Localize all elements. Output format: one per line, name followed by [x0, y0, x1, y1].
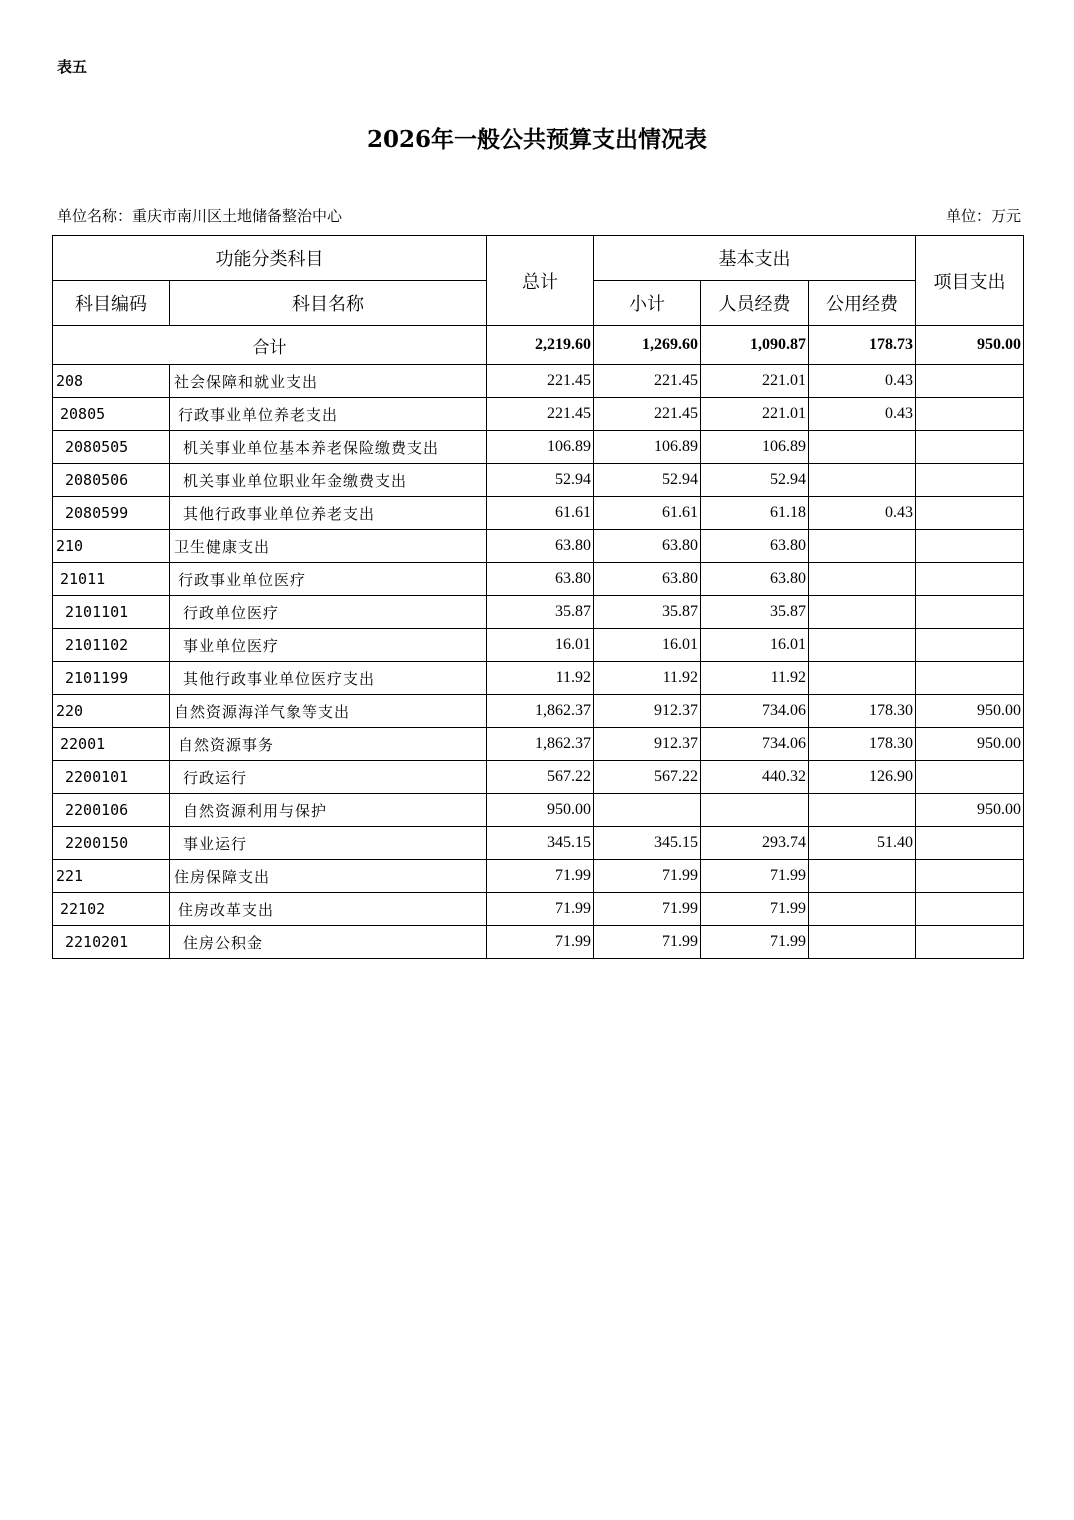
row-code: 2101101 — [53, 596, 170, 629]
row-personnel: 440.32 — [701, 761, 809, 794]
row-public: 51.40 — [809, 827, 916, 860]
summary-row — [53, 326, 1024, 365]
row-public — [809, 530, 916, 563]
header-code: 科目编码 — [53, 281, 170, 326]
row-project — [916, 662, 1024, 695]
row-public — [809, 596, 916, 629]
row-code: 22102 — [53, 893, 170, 926]
row-code: 208 — [53, 365, 170, 398]
row-subtotal: 16.01 — [594, 629, 701, 662]
row-project — [916, 860, 1024, 893]
row-name: 行政事业单位养老支出 — [170, 398, 487, 431]
row-code: 20805 — [53, 398, 170, 431]
row-personnel: 71.99 — [701, 893, 809, 926]
row-subtotal: 61.61 — [594, 497, 701, 530]
row-personnel: 221.01 — [701, 398, 809, 431]
row-name: 住房保障支出 — [170, 860, 487, 893]
header-personnel: 人员经费 — [701, 281, 809, 326]
row-public: 0.43 — [809, 398, 916, 431]
row-public — [809, 662, 916, 695]
row-code: 2200106 — [53, 794, 170, 827]
summary-subtotal: 1,269.60 — [594, 326, 701, 365]
row-subtotal: 52.94 — [594, 464, 701, 497]
row-public — [809, 563, 916, 596]
row-code: 2101102 — [53, 629, 170, 662]
row-name: 事业单位医疗 — [170, 629, 487, 662]
row-personnel: 16.01 — [701, 629, 809, 662]
header-public: 公用经费 — [809, 281, 916, 326]
summary-project: 950.00 — [916, 326, 1024, 365]
row-personnel: 106.89 — [701, 431, 809, 464]
table-row — [53, 695, 1024, 728]
row-subtotal: 221.45 — [594, 365, 701, 398]
row-project — [916, 827, 1024, 860]
row-total: 1,862.37 — [487, 728, 594, 761]
summary-public: 178.73 — [809, 326, 916, 365]
table-row — [53, 596, 1024, 629]
row-total: 71.99 — [487, 860, 594, 893]
row-subtotal: 106.89 — [594, 431, 701, 464]
sheet-label: 表五 — [57, 58, 88, 76]
row-public: 0.43 — [809, 497, 916, 530]
row-total: 221.45 — [487, 398, 594, 431]
row-total: 345.15 — [487, 827, 594, 860]
header-basic: 基本支出 — [594, 236, 916, 281]
summary-total: 2,219.60 — [487, 326, 594, 365]
row-subtotal: 71.99 — [594, 926, 701, 959]
row-subtotal: 63.80 — [594, 563, 701, 596]
table-row — [53, 629, 1024, 662]
row-personnel: 221.01 — [701, 365, 809, 398]
row-personnel: 71.99 — [701, 860, 809, 893]
row-project — [916, 464, 1024, 497]
row-total: 221.45 — [487, 365, 594, 398]
row-name: 行政运行 — [170, 761, 487, 794]
row-code: 221 — [53, 860, 170, 893]
row-name: 社会保障和就业支出 — [170, 365, 487, 398]
table-row — [53, 365, 1024, 398]
header-functional: 功能分类科目 — [53, 236, 487, 281]
header-total: 总计 — [487, 236, 594, 326]
row-subtotal — [594, 794, 701, 827]
row-public — [809, 431, 916, 464]
row-project — [916, 926, 1024, 959]
row-subtotal: 35.87 — [594, 596, 701, 629]
row-code: 2200101 — [53, 761, 170, 794]
row-subtotal: 567.22 — [594, 761, 701, 794]
row-public — [809, 629, 916, 662]
row-personnel — [701, 794, 809, 827]
table-row — [53, 398, 1024, 431]
row-project: 950.00 — [916, 728, 1024, 761]
row-name: 行政单位医疗 — [170, 596, 487, 629]
row-public: 0.43 — [809, 365, 916, 398]
row-name: 其他行政事业单位养老支出 — [170, 497, 487, 530]
row-subtotal: 221.45 — [594, 398, 701, 431]
table-row — [53, 827, 1024, 860]
row-name: 其他行政事业单位医疗支出 — [170, 662, 487, 695]
row-total: 63.80 — [487, 563, 594, 596]
row-subtotal: 71.99 — [594, 893, 701, 926]
header-subtotal: 小计 — [594, 281, 701, 326]
row-subtotal: 11.92 — [594, 662, 701, 695]
row-personnel: 11.92 — [701, 662, 809, 695]
row-project: 950.00 — [916, 695, 1024, 728]
row-total: 71.99 — [487, 893, 594, 926]
row-name: 自然资源事务 — [170, 728, 487, 761]
row-personnel: 734.06 — [701, 695, 809, 728]
summary-personnel: 1,090.87 — [701, 326, 809, 365]
row-project — [916, 398, 1024, 431]
row-total: 35.87 — [487, 596, 594, 629]
row-personnel: 35.87 — [701, 596, 809, 629]
row-project — [916, 365, 1024, 398]
row-personnel: 71.99 — [701, 926, 809, 959]
budget-table — [52, 235, 1024, 959]
row-name: 住房公积金 — [170, 926, 487, 959]
row-total: 11.92 — [487, 662, 594, 695]
row-name: 住房改革支出 — [170, 893, 487, 926]
row-code: 220 — [53, 695, 170, 728]
summary-label: 合计 — [53, 326, 487, 365]
row-total: 950.00 — [487, 794, 594, 827]
row-code: 22001 — [53, 728, 170, 761]
row-code: 2080506 — [53, 464, 170, 497]
row-code: 21011 — [53, 563, 170, 596]
row-project — [916, 530, 1024, 563]
row-project — [916, 431, 1024, 464]
table-row — [53, 926, 1024, 959]
row-code: 2080505 — [53, 431, 170, 464]
row-public — [809, 893, 916, 926]
page-title: 2026年一般公共预算支出情况表 — [366, 126, 707, 153]
row-total: 106.89 — [487, 431, 594, 464]
row-personnel: 734.06 — [701, 728, 809, 761]
table-row — [53, 431, 1024, 464]
row-code: 2080599 — [53, 497, 170, 530]
table-row — [53, 497, 1024, 530]
row-subtotal: 912.37 — [594, 728, 701, 761]
row-public — [809, 860, 916, 893]
table-row — [53, 530, 1024, 563]
header-row-1 — [53, 236, 1024, 281]
row-code: 2200150 — [53, 827, 170, 860]
row-project: 950.00 — [916, 794, 1024, 827]
row-project — [916, 629, 1024, 662]
row-project — [916, 563, 1024, 596]
row-project — [916, 596, 1024, 629]
row-total: 1,862.37 — [487, 695, 594, 728]
row-subtotal: 345.15 — [594, 827, 701, 860]
row-total: 61.61 — [487, 497, 594, 530]
row-personnel: 293.74 — [701, 827, 809, 860]
table-row — [53, 662, 1024, 695]
row-project — [916, 497, 1024, 530]
row-code: 210 — [53, 530, 170, 563]
unit-label: 单位：万元 — [945, 207, 1021, 225]
row-personnel: 63.80 — [701, 563, 809, 596]
row-total: 567.22 — [487, 761, 594, 794]
row-name: 机关事业单位基本养老保险缴费支出 — [170, 431, 487, 464]
table-row — [53, 794, 1024, 827]
row-personnel: 61.18 — [701, 497, 809, 530]
row-public: 178.30 — [809, 728, 916, 761]
row-total: 16.01 — [487, 629, 594, 662]
row-name: 自然资源利用与保护 — [170, 794, 487, 827]
row-public — [809, 794, 916, 827]
row-code: 2101199 — [53, 662, 170, 695]
row-name: 机关事业单位职业年金缴费支出 — [170, 464, 487, 497]
row-name: 行政事业单位医疗 — [170, 563, 487, 596]
unit-name: 单位名称：重庆市南川区土地储备整治中心 — [57, 207, 343, 225]
table-row — [53, 860, 1024, 893]
row-name: 卫生健康支出 — [170, 530, 487, 563]
table-row — [53, 563, 1024, 596]
row-subtotal: 912.37 — [594, 695, 701, 728]
row-personnel: 52.94 — [701, 464, 809, 497]
table-row — [53, 893, 1024, 926]
header-project: 项目支出 — [916, 236, 1024, 326]
row-subtotal: 63.80 — [594, 530, 701, 563]
row-total: 71.99 — [487, 926, 594, 959]
row-public — [809, 926, 916, 959]
row-subtotal: 71.99 — [594, 860, 701, 893]
row-public — [809, 464, 916, 497]
row-public: 178.30 — [809, 695, 916, 728]
row-total: 63.80 — [487, 530, 594, 563]
table-row — [53, 728, 1024, 761]
row-code: 2210201 — [53, 926, 170, 959]
row-total: 52.94 — [487, 464, 594, 497]
row-project — [916, 761, 1024, 794]
table-row — [53, 464, 1024, 497]
row-project — [916, 893, 1024, 926]
row-public: 126.90 — [809, 761, 916, 794]
row-name: 事业运行 — [170, 827, 487, 860]
table-row — [53, 761, 1024, 794]
header-name: 科目名称 — [170, 281, 487, 326]
row-name: 自然资源海洋气象等支出 — [170, 695, 487, 728]
row-personnel: 63.80 — [701, 530, 809, 563]
